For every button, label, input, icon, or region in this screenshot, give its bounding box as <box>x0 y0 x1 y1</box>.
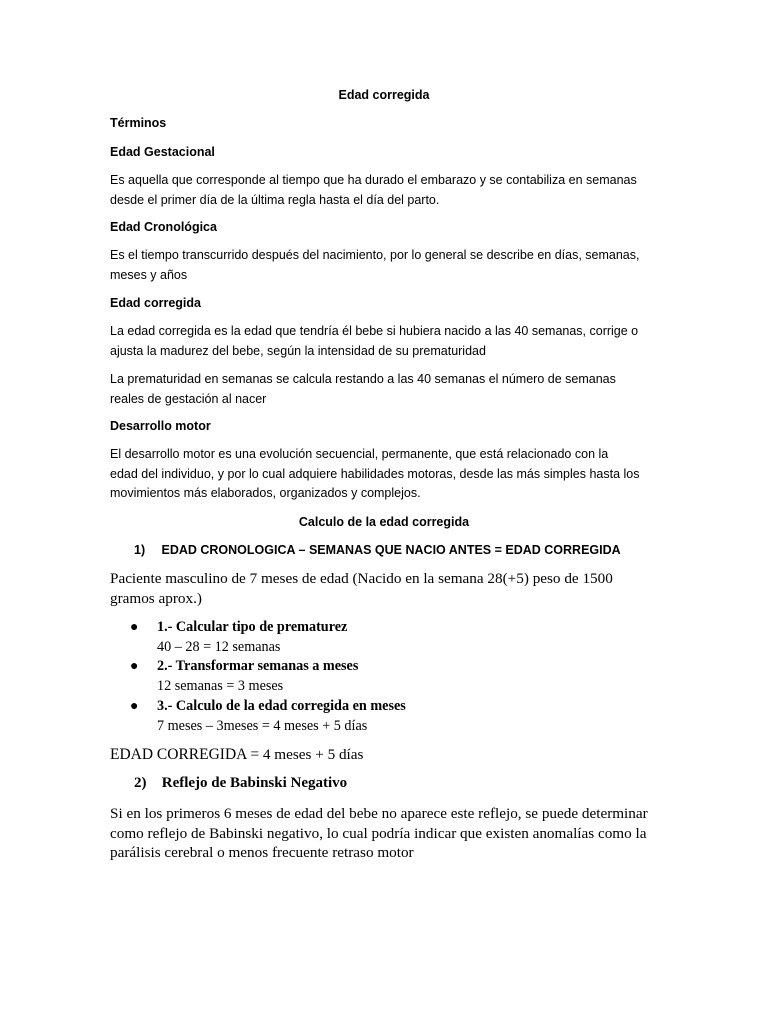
motor-line-2: edad del individuo, y por lo cual adquiere habilidades motoras, desde las más simples hasta los <box>110 466 640 481</box>
motor-heading: Desarrollo motor <box>110 419 211 433</box>
corrected-paragraph-1 <box>110 322 660 361</box>
step-1 <box>157 618 347 657</box>
patient-line-2: gramos aprox.) <box>110 589 202 607</box>
gestational-line-2: desde el primer día de la última regla hasta el día del parto. <box>110 192 440 207</box>
bullet-icon: ● <box>130 699 139 714</box>
bullet-icon: ● <box>130 620 139 635</box>
step-2-title: 2.- Transformar semanas a meses <box>157 658 359 674</box>
chronological-heading: Edad Cronológica <box>110 220 217 234</box>
calc-item-1 <box>134 541 621 561</box>
motor-paragraph <box>110 445 660 504</box>
chronological-paragraph <box>110 246 660 285</box>
corrected-paragraph-2 <box>110 370 660 409</box>
step-2 <box>157 657 358 696</box>
babinski-line-1: Si en los primeros 6 meses de edad del bebe no aparece este reflejo, se puede determinar <box>110 805 648 822</box>
step-3 <box>157 697 406 736</box>
step-3-detail: 7 meses – 3meses = 4 meses + 5 días <box>157 717 368 734</box>
gestational-heading: Edad Gestacional <box>110 145 215 159</box>
babinski-line-3: parálisis cerebral o menos frecuente retraso motor <box>110 844 414 861</box>
chronological-line-1: Es el tiempo transcurrido después del nacimiento, por lo general se describe en días, semanas, <box>110 248 640 262</box>
corrected-p2-line-2: reales de gestación al nacer <box>110 391 267 406</box>
motor-line-3: movimientos más elaborados, organizados y complejos. <box>110 486 421 500</box>
motor-line-1: El desarrollo motor es una evolución secuencial, permanente, que está relacionado con la <box>110 447 609 461</box>
babinski-line-2: como reflejo de Babinski negativo, lo cual podría indicar que existen anomalías como la <box>110 824 647 842</box>
gestational-line-1: Es aquella que corresponde al tiempo que ha durado el embarazo y se contabiliza en semanas <box>110 173 637 187</box>
babinski-number: 2) <box>134 775 147 791</box>
bullet-icon: ● <box>130 659 139 674</box>
result-value: 4 meses + 5 días <box>259 746 364 763</box>
result-line <box>110 745 660 765</box>
step-3-title: 3.- Calculo de la edad corregida en meses <box>157 698 406 714</box>
calc-heading: Calculo de la edad corregida <box>298 515 470 529</box>
babinski-paragraph <box>110 804 660 863</box>
chronological-line-2: meses y años <box>110 267 188 282</box>
terms-heading: Términos <box>110 116 167 130</box>
step-2-detail: 12 semanas = 3 meses <box>157 677 284 694</box>
result-label: EDAD CORREGIDA = <box>110 746 260 763</box>
corrected-p2-line-1: La prematuridad en semanas se calcula restando a las 40 semanas el número de semanas <box>110 372 616 386</box>
calc-item-1-text: EDAD CRONOLOGICA – SEMANAS QUE NACIO ANTES = EDAD CORREGIDA <box>161 543 621 557</box>
patient-line-1: Paciente masculino de 7 meses de edad (Nacido en la semana 28(+5) peso de 1500 <box>110 570 613 587</box>
document-title: Edad corregida <box>338 88 430 102</box>
babinski-heading <box>134 774 347 794</box>
patient-paragraph <box>110 569 660 608</box>
babinski-title: Reflejo de Babinski Negativo <box>161 775 348 791</box>
step-1-title: 1.- Calcular tipo de prematurez <box>157 619 348 635</box>
corrected-p1-line-1: La edad corregida es la edad que tendría él bebe si hubiera nacido a las 40 semanas, corrige o <box>110 324 639 338</box>
step-1-detail: 40 – 28 = 12 semanas <box>157 638 281 655</box>
calc-item-1-number: 1) <box>134 543 146 557</box>
gestational-paragraph <box>110 171 660 210</box>
corrected-p1-line-2: ajusta la madurez del bebe, según la intensidad de su prematuridad <box>110 343 486 358</box>
corrected-heading: Edad corregida <box>110 296 201 310</box>
